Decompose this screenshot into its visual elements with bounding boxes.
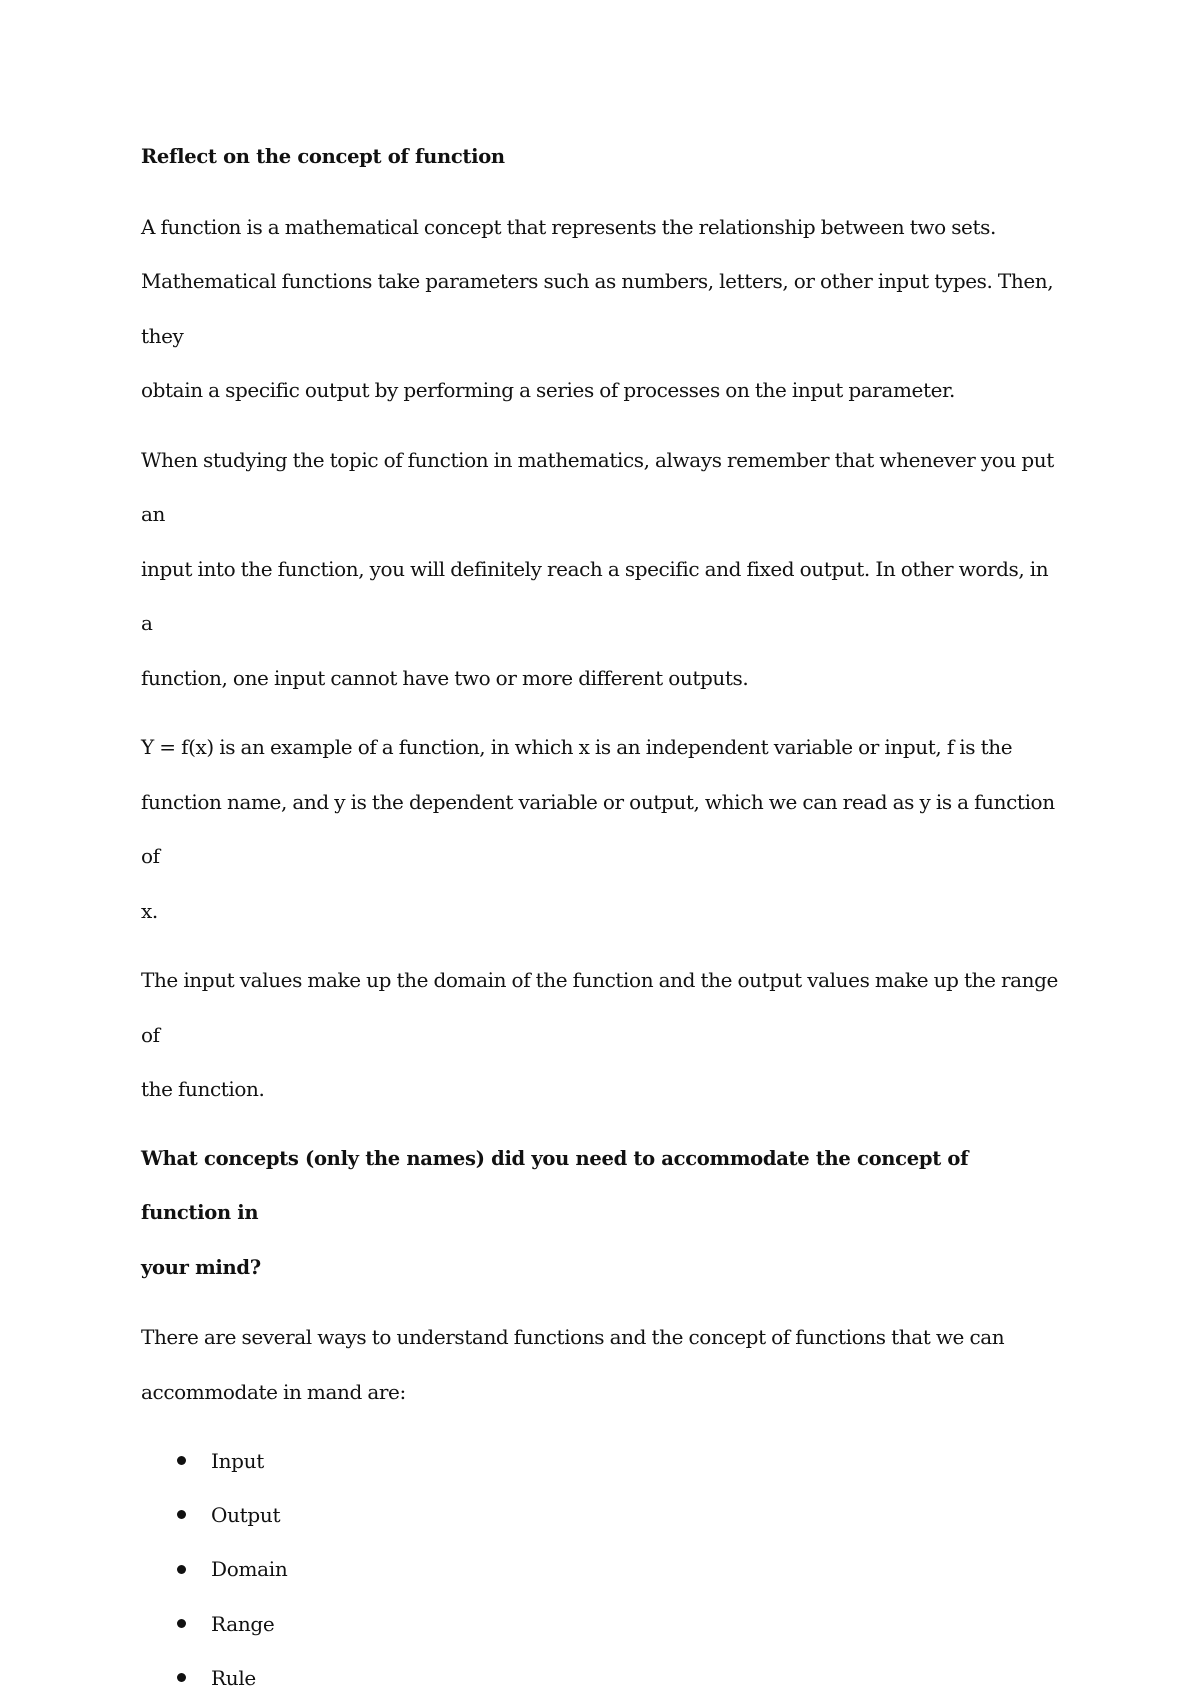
list-item xyxy=(141,1434,1061,1488)
paragraph-definition xyxy=(141,200,1061,418)
text-line: accommodate in mand are: xyxy=(141,1379,406,1404)
text-line: When studying the topic of function in mathematics, always remember that whenever you put an xyxy=(141,447,1054,526)
question-line: What concepts (only the names) did you need to accommodate the concept of function in xyxy=(141,1146,969,1224)
text-line: the function. xyxy=(141,1077,265,1101)
bullet-icon xyxy=(177,1565,186,1574)
list-item-label: Output xyxy=(211,1503,281,1528)
bullet-icon xyxy=(177,1619,186,1628)
answer-paragraph xyxy=(141,1310,1061,1419)
text-line: function name, and y is the dependent variable or output, which we can read as y is a function of xyxy=(141,789,1055,868)
spacer xyxy=(141,418,1061,433)
question-heading xyxy=(141,1132,1061,1296)
document-page xyxy=(141,130,1061,1705)
text-line: Y = f(x) is an example of a function, in which x is an independent variable or input, f is the xyxy=(141,735,1013,759)
text-line: A function is a mathematical concept that represents the relationship between two sets. xyxy=(141,214,996,239)
text-line: obtain a specific output by performing a series of processes on the input parameter. xyxy=(141,378,955,402)
text-line: The input values make up the domain of the function and the output values make up the range of xyxy=(141,968,1058,1047)
question-line: your mind? xyxy=(141,1255,261,1279)
text-line: input into the function, you will definitely reach a specific and fixed output. In other words, in a xyxy=(141,556,1049,635)
text-line: x. xyxy=(141,898,158,923)
list-item-label: Range xyxy=(211,1611,275,1636)
list-item xyxy=(141,1488,1061,1542)
text-line: function, one input cannot have two or more different outputs. xyxy=(141,665,749,690)
spacer xyxy=(141,1117,1061,1132)
list-item-label: Rule xyxy=(211,1665,256,1690)
spacer xyxy=(141,1419,1061,1434)
bullet-icon xyxy=(177,1510,186,1519)
text-line: There are several ways to understand functions and the concept of functions that we can xyxy=(141,1325,1005,1349)
list-item-label: Input xyxy=(211,1449,265,1473)
spacer xyxy=(141,938,1061,953)
paragraph-example xyxy=(141,720,1061,938)
spacer xyxy=(141,705,1061,720)
bullet-icon xyxy=(177,1673,186,1682)
spacer xyxy=(141,185,1061,200)
list-item-label: Domain xyxy=(211,1557,288,1582)
paragraph-studying xyxy=(141,433,1061,706)
document-title: Reflect on the concept of function xyxy=(141,145,505,168)
text-line: Mathematical functions take parameters such as numbers, letters, or other input types. Then, they xyxy=(141,269,1054,348)
paragraph-domain-range xyxy=(141,953,1061,1117)
bullet-icon xyxy=(177,1456,186,1465)
list-item xyxy=(141,1542,1061,1596)
list-item xyxy=(141,1597,1061,1651)
list-item xyxy=(141,1651,1061,1705)
spacer xyxy=(141,1295,1061,1310)
concepts-list xyxy=(141,1434,1061,1705)
